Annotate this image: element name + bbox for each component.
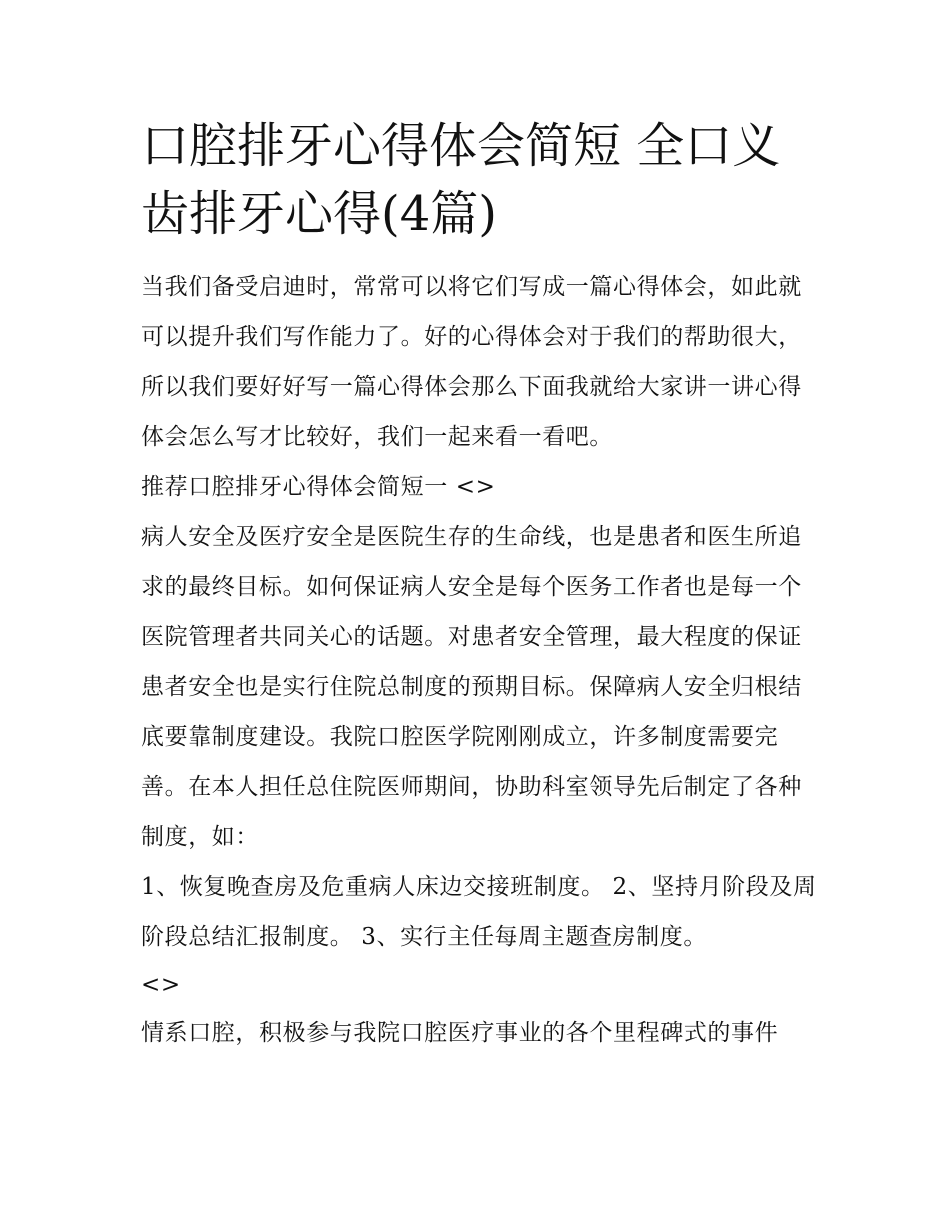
document-title: 口腔排牙心得体会简短 全口义齿排牙心得(4篇) <box>141 118 781 242</box>
paragraph-separator: <> <box>141 972 181 998</box>
paragraph-rules-list: 1、恢复晚查房及危重病人床边交接班制度。 2、坚持月阶段及周阶段总结汇报制度。 3、实行主任每周主题查房制度。 <box>141 874 817 950</box>
paragraph-closing: 情系口腔，积极参与我院口腔医疗事业的各个里程碑式的事件 <box>141 1020 779 1046</box>
paragraph-intro: 当我们备受启迪时，常常可以将它们写成一篇心得体会，如此就可以提升我们写作能力了。好的心得体会对于我们的帮助很大，所以我们要好好写一篇心得体会那么下面我就给大家讲一讲心得体会怎么写才比较好，我们一起来看一看吧。 <box>141 274 802 450</box>
paragraph-safety: 病人安全及医疗安全是医院生存的生命线，也是患者和医生所追求的最终目标。如何保证病人安全是每个医务工作者也是每一个医院管理者共同关心的话题。对患者安全管理，最大程度的保证患者安全也是实行住院总制度的预期目标。保障病人安全归根结底要靠制度建设。我院口腔医学院刚刚成立，许多制度需要完善。在本人担任总住院医师期间，协助科室领导先后制定了各种制度，如： <box>141 524 802 850</box>
section-heading-1: 推荐口腔排牙心得体会简短一 <> <box>141 474 496 500</box>
document-body <box>141 112 821 1058</box>
